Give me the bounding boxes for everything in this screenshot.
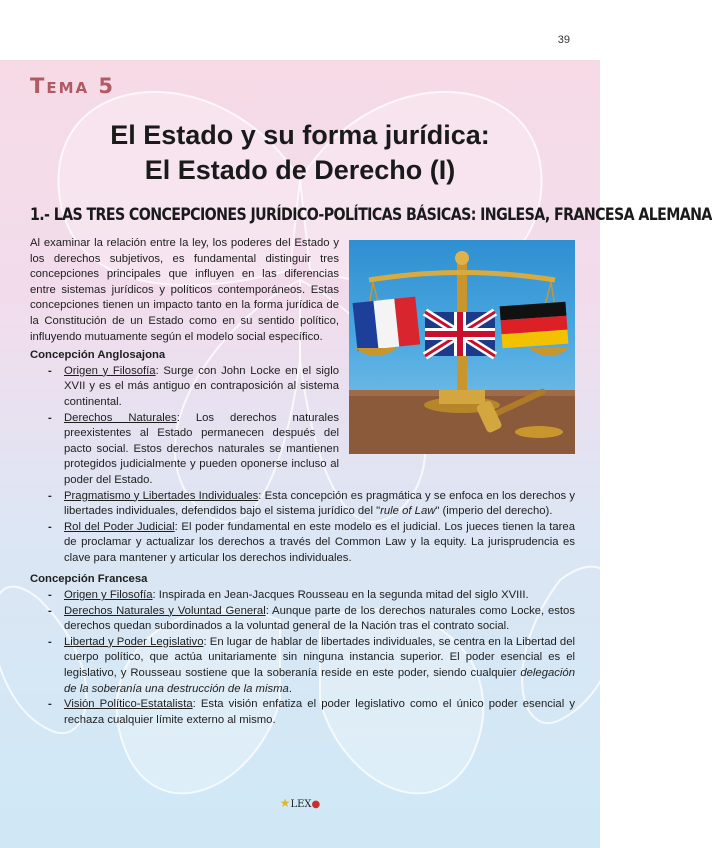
list-item (44, 697, 575, 728)
brand-name: LEX (290, 799, 312, 810)
list-item (44, 411, 575, 489)
list-item (44, 588, 575, 604)
item-text: : Surge con John Locke en el siglo XVII y es el más antiguo en contraposición al sistema continental. (64, 364, 340, 408)
item-text: : Inspirada en Jean-Jacques Rousseau en la segunda mitad del siglo XVIII. (152, 589, 529, 602)
item-text: : Esta concepción es pragmática y se enfoca en los derechos y libertades individuales, defendidos bajo el sistema jurídico del " (64, 489, 575, 518)
star-icon: ★ (279, 796, 291, 810)
list-item (44, 489, 575, 520)
item-text: : Esta visión enfatiza el poder legislativo como el único poder esencial y rechaza cualquier límite externo al mismo. (64, 698, 575, 726)
chapter-label: Tema 5 (30, 74, 116, 98)
footer-brand (0, 796, 600, 810)
item-italic: delegación de la soberanía una destrucción de la misma (64, 667, 575, 695)
page-title (0, 118, 600, 188)
concept-heading-francesa: Concepción Francesa (30, 573, 148, 586)
item-term: Rol del Poder Judicial (64, 520, 175, 533)
item-term: Visión Político-Estatalista (64, 698, 193, 711)
list-anglosajona (44, 364, 575, 567)
item-term: Derechos Naturales (64, 411, 177, 424)
item-term: Pragmatismo y Libertades Individuales (64, 489, 259, 502)
item-text: : Aunque parte de los derechos naturales como Locke, estos derechos quedan subordinados a la voluntad general de la Nación tras el contrato social. (64, 604, 575, 633)
title-line-1: El Estado y su forma jurídica: (110, 120, 490, 150)
item-italic: rule of Law (380, 505, 436, 518)
list-item (44, 604, 575, 635)
title-line-2: El Estado de Derecho (I) (144, 155, 456, 185)
item-term: Origen y Filosofía (64, 589, 153, 602)
page-number: 39 (557, 34, 570, 46)
item-term: Libertad y Poder Legislativo (64, 635, 204, 648)
item-after: " (imperio del derecho). (435, 505, 553, 518)
list-item (44, 520, 575, 567)
list-francesa (44, 588, 575, 728)
item-term: Derechos Naturales y Voluntad General (64, 604, 266, 617)
item-text: : El poder fundamental en este modelo es el judicial. Los jueces tienen la tarea de proclamar y actualizar los derechos a través del Common Law y la equity. La jurisprudencia es clave para mantener y articular los derechos individuales. (64, 520, 575, 564)
main-content (30, 236, 575, 728)
item-term: Origen y Filosofía (64, 364, 156, 377)
item-after: . (288, 682, 292, 695)
section-heading: 1.- LAS TRES CONCEPCIONES JURÍDICO-POLÍTICAS BÁSICAS: INGLESA, FRANCESA ALEMANA (30, 206, 712, 225)
list-item (44, 635, 575, 697)
drop-icon: ● (311, 799, 321, 810)
item-text: : En lugar de hablar de libertades individuales, se centra en la Libertad del cuerpo político, que actúa unitariamente sin ninguna instancia superior. El poder esencial es el legislativo, y Rousseau sostiene que la soberanía reside en este poder, siendo cualquier (64, 635, 575, 680)
item-text: : Los derechos naturales preexistentes al Estado permanecen después del pacto social. Estos derechos naturales se mantienen protegidos judicialmente y pueden oponerse incluso al poder del Estado. (64, 411, 339, 486)
concept-heading-anglosajona: Concepción Anglosajona (30, 349, 166, 362)
list-item (44, 364, 575, 411)
intro-paragraph: Al examinar la relación entre la ley, los poderes del Estado y los derechos subjetivos, es fundamental distinguir tres concepciones principales que influyen en las diferencias entre sistemas jurídicos y políticos contemporáneos. Estas concepciones tienen un impacto tanto en la forma jurídica de la Constitución de un Estado como en su sentido político, influyendo mutuamente según el modelo social específico. (30, 237, 339, 343)
